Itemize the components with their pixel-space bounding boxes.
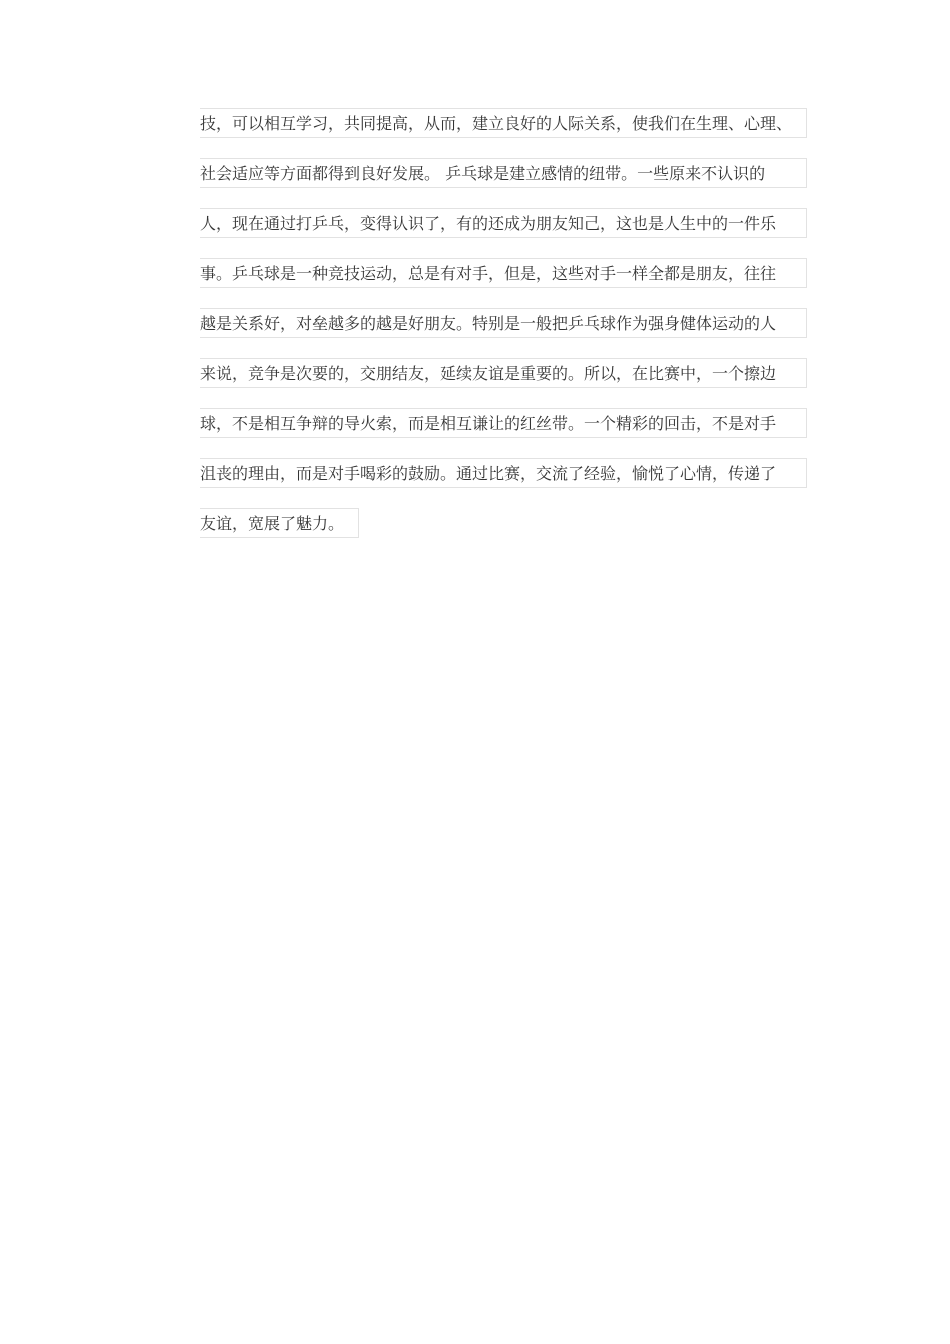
text-line: 友谊，宽展了魅力。 (200, 508, 359, 538)
paragraph (200, 108, 810, 558)
text-line: 沮丧的理由，而是对手喝彩的鼓励。通过比赛，交流了经验，愉悦了心情，传递了 (200, 458, 807, 488)
text-line: 球，不是相互争辩的导火索，而是相互谦让的红丝带。一个精彩的回击，不是对手 (200, 408, 807, 438)
text-line: 来说，竞争是次要的，交朋结友，延续友谊是重要的。所以，在比赛中，一个擦边 (200, 358, 807, 388)
text-line: 越是关系好，对垒越多的越是好朋友。特别是一般把乒乓球作为强身健体运动的人 (200, 308, 807, 338)
text-line: 事。乒乓球是一种竞技运动，总是有对手，但是，这些对手一样全都是朋友，往往 (200, 258, 807, 288)
text-line: 人，现在通过打乒乓，变得认识了，有的还成为朋友知己，这也是人生中的一件乐 (200, 208, 807, 238)
text-line: 社会适应等方面都得到良好发展。 乒乓球是建立感情的纽带。一些原来不认识的 (200, 158, 807, 188)
text-line: 技，可以相互学习，共同提高，从而，建立良好的人际关系，使我们在生理、心理、 (200, 108, 807, 138)
